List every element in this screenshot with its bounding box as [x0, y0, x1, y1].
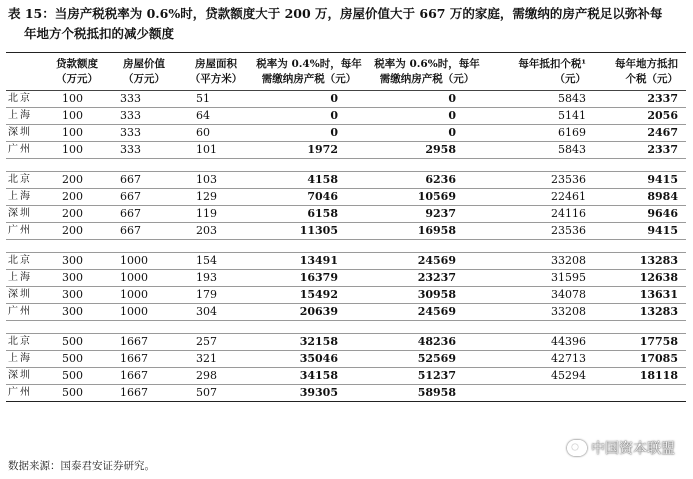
column-header-line: （万元）: [56, 73, 98, 85]
value-cell: 257: [182, 334, 250, 351]
value-cell: 23536: [486, 223, 594, 240]
value-cell: 24569: [368, 253, 486, 270]
value-cell: 11305: [250, 223, 368, 240]
value-cell: 333: [106, 108, 182, 125]
value-cell: 7046: [250, 189, 368, 206]
value-cell: 200: [48, 172, 106, 189]
value-cell: 9237: [368, 206, 486, 223]
value-cell: 23536: [486, 172, 594, 189]
value-cell: 200: [48, 223, 106, 240]
column-header: [182, 53, 250, 91]
value-cell: 1667: [106, 368, 182, 385]
value-cell: 500: [48, 334, 106, 351]
column-header: [368, 53, 486, 91]
table-row: [6, 368, 686, 385]
value-cell: 100: [48, 142, 106, 159]
group-spacer: [6, 240, 686, 253]
value-cell: 507: [182, 385, 250, 402]
value-cell: 10569: [368, 189, 486, 206]
city-cell: 广州: [6, 304, 48, 321]
column-header: [486, 53, 594, 91]
column-header-line: 贷款额度: [56, 58, 98, 70]
table-row: [6, 91, 686, 108]
value-cell: 0: [250, 91, 368, 108]
column-header-line: 税率为 0.4%时，每年: [256, 58, 362, 70]
table-row: [6, 172, 686, 189]
value-cell: 39305: [250, 385, 368, 402]
value-cell: 154: [182, 253, 250, 270]
value-cell: 51237: [368, 368, 486, 385]
source-note: 数据来源：国泰君安证券研究。: [8, 460, 155, 472]
value-cell: 58958: [368, 385, 486, 402]
city-cell: 北京: [6, 91, 48, 108]
wechat-icon: [567, 440, 587, 456]
value-cell: 333: [106, 91, 182, 108]
table-row: [6, 351, 686, 368]
spacer-cell: [6, 159, 686, 172]
city-cell: 上海: [6, 351, 48, 368]
column-header-line: （元）: [554, 73, 586, 85]
value-cell: 33208: [486, 304, 594, 321]
table-row: [6, 287, 686, 304]
value-cell: 304: [182, 304, 250, 321]
watermark-text: 中国资本联盟: [591, 441, 675, 457]
value-cell: 667: [106, 189, 182, 206]
value-cell: 64: [182, 108, 250, 125]
column-header-line: 每年抵扣个税¹: [518, 58, 586, 70]
value-cell: 60: [182, 125, 250, 142]
value-cell: 298: [182, 368, 250, 385]
value-cell: 119: [182, 206, 250, 223]
city-cell: 深圳: [6, 206, 48, 223]
table-row: [6, 206, 686, 223]
value-cell: 0: [368, 125, 486, 142]
column-header-line: 需缴纳房产税（元）: [379, 73, 475, 85]
value-cell: 0: [250, 108, 368, 125]
value-cell: 17085: [594, 351, 686, 368]
value-cell: 2337: [594, 142, 686, 159]
table-row: [6, 223, 686, 240]
city-cell: 上海: [6, 270, 48, 287]
value-cell: 1000: [106, 287, 182, 304]
value-cell: 9646: [594, 206, 686, 223]
table-row: [6, 334, 686, 351]
group-spacer: [6, 159, 686, 172]
tax-table: [6, 52, 686, 402]
value-cell: 500: [48, 385, 106, 402]
column-header-line: 税率为 0.6%时，每年: [374, 58, 480, 70]
value-cell: 101: [182, 142, 250, 159]
value-cell: 667: [106, 206, 182, 223]
value-cell: 321: [182, 351, 250, 368]
value-cell: 16379: [250, 270, 368, 287]
city-cell: 北京: [6, 253, 48, 270]
value-cell: 48236: [368, 334, 486, 351]
value-cell: 13631: [594, 287, 686, 304]
value-cell: 6169: [486, 125, 594, 142]
column-header: [6, 53, 48, 91]
value-cell: 23237: [368, 270, 486, 287]
value-cell: 0: [368, 108, 486, 125]
column-header: [48, 53, 106, 91]
value-cell: 31595: [486, 270, 594, 287]
value-cell: 1000: [106, 304, 182, 321]
value-cell: 333: [106, 125, 182, 142]
value-cell: 42713: [486, 351, 594, 368]
group-spacer: [6, 321, 686, 334]
city-cell: 上海: [6, 108, 48, 125]
value-cell: 5141: [486, 108, 594, 125]
table-row: [6, 108, 686, 125]
value-cell: 1972: [250, 142, 368, 159]
value-cell: 200: [48, 189, 106, 206]
value-cell: 2056: [594, 108, 686, 125]
value-cell: [594, 385, 686, 402]
table-row: [6, 189, 686, 206]
city-cell: 北京: [6, 172, 48, 189]
column-header-line: 每年地方抵扣: [615, 58, 678, 70]
value-cell: 300: [48, 253, 106, 270]
value-cell: [486, 385, 594, 402]
column-header-line: （平方米）: [189, 73, 243, 85]
value-cell: 100: [48, 91, 106, 108]
value-cell: 16958: [368, 223, 486, 240]
value-cell: 100: [48, 108, 106, 125]
value-cell: 129: [182, 189, 250, 206]
table-body: [6, 91, 686, 402]
value-cell: 0: [368, 91, 486, 108]
value-cell: 2958: [368, 142, 486, 159]
value-cell: 13283: [594, 304, 686, 321]
table-row: [6, 304, 686, 321]
value-cell: 34078: [486, 287, 594, 304]
value-cell: 15492: [250, 287, 368, 304]
city-cell: 深圳: [6, 287, 48, 304]
table-row: [6, 142, 686, 159]
spacer-cell: [6, 240, 686, 253]
value-cell: 1667: [106, 385, 182, 402]
city-cell: 深圳: [6, 368, 48, 385]
column-header: [250, 53, 368, 91]
table-row: [6, 253, 686, 270]
value-cell: 667: [106, 172, 182, 189]
city-cell: 深圳: [6, 125, 48, 142]
value-cell: 0: [250, 125, 368, 142]
table-row: [6, 385, 686, 402]
value-cell: 100: [48, 125, 106, 142]
value-cell: 5843: [486, 142, 594, 159]
value-cell: 30958: [368, 287, 486, 304]
value-cell: 2337: [594, 91, 686, 108]
watermark: [567, 438, 675, 458]
value-cell: 333: [106, 142, 182, 159]
value-cell: 33208: [486, 253, 594, 270]
value-cell: 193: [182, 270, 250, 287]
value-cell: 1000: [106, 270, 182, 287]
column-header: [106, 53, 182, 91]
value-cell: 32158: [250, 334, 368, 351]
value-cell: 667: [106, 223, 182, 240]
value-cell: 300: [48, 270, 106, 287]
value-cell: 1667: [106, 334, 182, 351]
value-cell: 24116: [486, 206, 594, 223]
value-cell: 500: [48, 368, 106, 385]
value-cell: 12638: [594, 270, 686, 287]
city-cell: 广州: [6, 142, 48, 159]
column-header-line: 个税（元）: [625, 73, 678, 85]
value-cell: 2467: [594, 125, 686, 142]
title-line-1: 表 15：当房产税税率为 0.6%时，贷款额度大于 200 万，房屋价值大于 667 万的家庭，需缴纳的房产税足以弥补每: [8, 6, 663, 21]
spacer-cell: [6, 321, 686, 334]
value-cell: 18118: [594, 368, 686, 385]
value-cell: 500: [48, 351, 106, 368]
value-cell: 8984: [594, 189, 686, 206]
value-cell: 179: [182, 287, 250, 304]
column-header-line: 房屋面积: [195, 58, 237, 70]
value-cell: 24569: [368, 304, 486, 321]
city-cell: 广州: [6, 385, 48, 402]
city-cell: 上海: [6, 189, 48, 206]
value-cell: 34158: [250, 368, 368, 385]
value-cell: 17758: [594, 334, 686, 351]
value-cell: 203: [182, 223, 250, 240]
value-cell: 9415: [594, 223, 686, 240]
value-cell: 1000: [106, 253, 182, 270]
value-cell: 22461: [486, 189, 594, 206]
city-cell: 北京: [6, 334, 48, 351]
value-cell: 4158: [250, 172, 368, 189]
column-header-line: 房屋价值: [123, 58, 165, 70]
header-row: [6, 53, 686, 91]
value-cell: 35046: [250, 351, 368, 368]
value-cell: 20639: [250, 304, 368, 321]
value-cell: 6158: [250, 206, 368, 223]
table-title: [8, 4, 688, 44]
value-cell: 200: [48, 206, 106, 223]
value-cell: 103: [182, 172, 250, 189]
value-cell: 51: [182, 91, 250, 108]
table-row: [6, 125, 686, 142]
column-header: [594, 53, 686, 91]
column-header-line: （万元）: [123, 73, 165, 85]
value-cell: 13491: [250, 253, 368, 270]
value-cell: 13283: [594, 253, 686, 270]
value-cell: 45294: [486, 368, 594, 385]
value-cell: 5843: [486, 91, 594, 108]
title-line-2: 年地方个税抵扣的减少额度: [24, 26, 175, 41]
value-cell: 6236: [368, 172, 486, 189]
city-cell: 广州: [6, 223, 48, 240]
value-cell: 300: [48, 287, 106, 304]
value-cell: 52569: [368, 351, 486, 368]
value-cell: 1667: [106, 351, 182, 368]
value-cell: 44396: [486, 334, 594, 351]
value-cell: 300: [48, 304, 106, 321]
table-row: [6, 270, 686, 287]
column-header-line: 需缴纳房产税（元）: [261, 73, 357, 85]
value-cell: 9415: [594, 172, 686, 189]
